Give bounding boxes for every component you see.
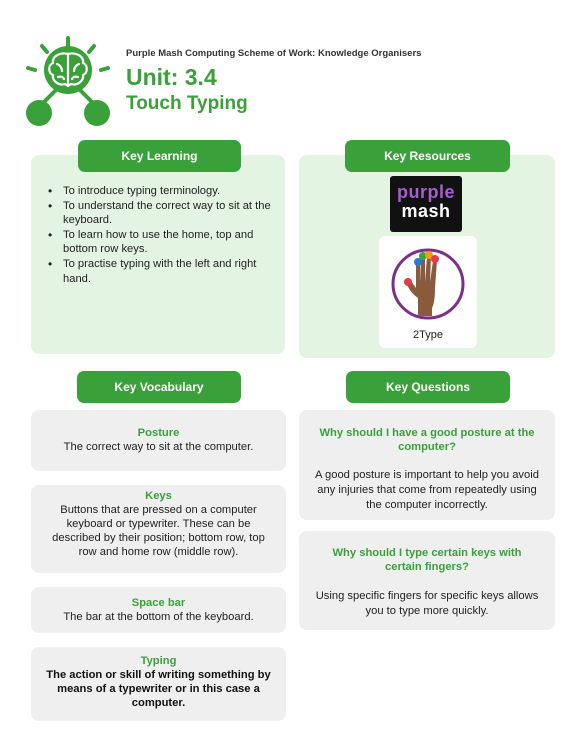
2type-app-card[interactable] [379,236,477,348]
vocab-space-bar [36,596,281,624]
list-item: • To learn how to use the home, top and bottom row keys. [46,228,278,257]
purple-mash-logo-line2: mash [401,201,451,221]
key-vocabulary-heading: Key Vocabulary [77,371,241,403]
question-2: Why should I type certain keys with certain fingers? [332,547,522,573]
vocab-typing [44,654,273,710]
key-learning-list [46,184,278,286]
vocab-posture [36,426,281,454]
vocab-term: Posture [137,427,180,439]
unit-number: Unit: 3.4 [126,64,217,90]
scheme-title: Purple Mash Computing Scheme of Work: Knowledge Organisers [126,48,422,59]
unit-title: Touch Typing [126,93,248,114]
list-item: • To practise typing with the left and right hand. [46,257,278,286]
vocab-term: Typing [140,655,177,667]
vocab-term: Space bar [131,597,186,609]
2type-label: 2Type [413,329,443,341]
key-questions-heading: Key Questions [346,371,510,403]
vocab-keys [44,489,273,559]
purple-mash-logo[interactable] [390,176,462,232]
brain-icon [22,36,114,128]
vocab-definition: The correct way to sit at the computer. [63,441,254,453]
answer-2: Using specific fingers for specific keys allows you to type more quickly. [315,590,539,617]
question-1: Why should I have a good posture at the computer? [319,427,535,453]
list-item: • To understand the correct way to sit at the keyboard. [46,199,278,228]
vocab-definition: The bar at the bottom of the keyboard. [63,611,254,623]
key-resources-heading: Key Resources [345,140,510,172]
vocab-term: Keys [145,490,172,502]
purple-mash-logo-line1: purple [396,182,455,202]
vocab-definition: Buttons that are pressed on a computer keyboard or typewriter. These can be described by their position; bottom row, top row and home row (middle row). [52,504,265,558]
answer-1: A good posture is important to help you avoid any injuries that come from repeatedly using the computer incorrectly. [315,469,539,511]
hand-fingers-icon [388,242,468,322]
key-learning-heading: Key Learning [78,140,241,172]
list-item: • To introduce typing terminology. [46,184,278,199]
vocab-definition: The action or skill of writing something by means of a typewriter or in this case a computer. [46,669,271,709]
